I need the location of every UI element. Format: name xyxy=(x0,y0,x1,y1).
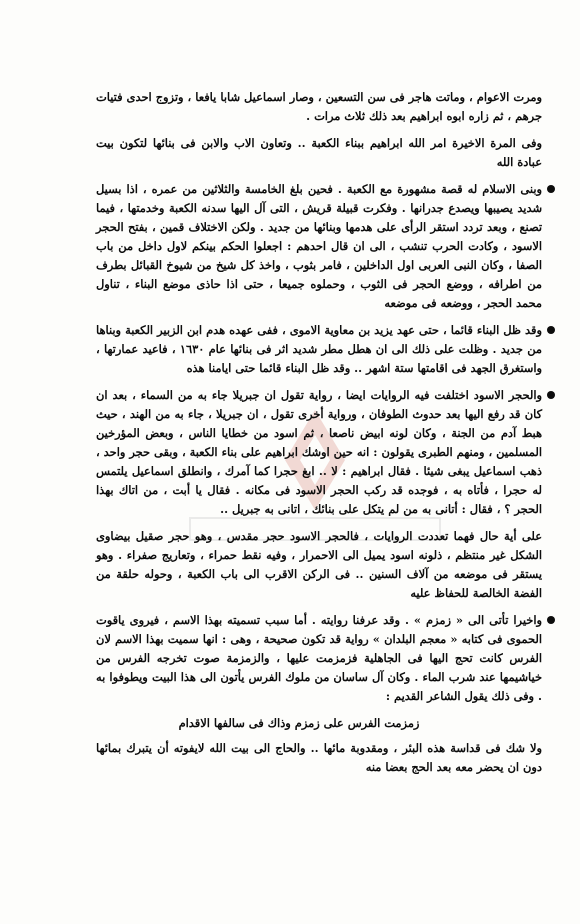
paragraph-2: وفى المرة الاخيرة امر الله ابراهيم ببناء الكعبة .. وتعاون الاب والابن فى بنائها لتكون بيت عبادة الله xyxy=(96,136,542,169)
paragraph-6: على أية حال فهما تعددت الروايات ، فالحجر الاسود حجر مقدس ، وهو حجر صقيل بيضاوى الشكل غير منتظم ، ذلونه اسود يميل الى الاحمرار ، وفيه نقط حمراء ، وتعاريج صفراء . وهو يستقر فى موضعه من آلاف السنين .. فى الركن الاقرب الى باب الكعبة ، وحوله حلقة من الفضة الخالصة للحفاظ عليه xyxy=(96,529,542,600)
poem-verse: زمزمت الفرس على زمزم وذاك فى سالفها الاقدام xyxy=(178,716,420,730)
paragraph-3: وبنى الاسلام له قصة مشهورة مع الكعبة . فحين بلغ الخامسة والثلاثين من عمره ، اذا بسيل شديد يصيبها ويصدع جدرانها . وفكرت قبيلة قريش ، التى آل اليها سدنه الكعبة وخدمتها ، فيما تصنع ، وبعد تردد استقر الرأى على هدمها وبنائها من جديد . ولكن الاختلاف قمين ، بفتح الحجر الاسود ، وكادت الحرب تنشب ، الى ان قال احدهم : اجعلوا الحكم بينكم لاول داخل من باب الصفا ، وكان النبى العربى اول الداخلين ، فامر بثوب ، واخذ كل شيخ من شيوخ القبائل بطرف من اطرافه ، ووضع الحجر فى الثوب ، وحملوه جميعا ، حتى اذا حاذى موضع البناء ، تناول محمد الحجر ، ووضعه فى موضعه xyxy=(96,180,542,313)
paragraph-4: وقد ظل البناء قائما ، حتى عهد يزيد بن معاوية الاموى ، ففى عهده هدم ابن الزبير الكعبة وبناها من جديد . وظلت على ذلك الى ان هطل مطر شديد اثر فى بنائها عام ١٦٣٠ ، فاعيد عمارتها ، واستغرق الجهد فى اقامتها ستة اشهر .. وقد ظل البناء قائما حتى ايامنا هذه xyxy=(96,321,542,378)
closing-paragraph: ولا شك فى قداسة هذه البئر ، ومقدوبة مائها .. والحاج الى بيت الله لايفوته أن يتبرك بمائها دون ان يحضر معه بعد الحج بعضا منه xyxy=(96,741,542,774)
paragraph-5: والحجر الاسود اختلفت فيه الروايات ايضا ، رواية تقول ان جبريلا جاء به من السماء ، بعد ان كان قد رفع اليها بعد حدوث الطوفان ، ورواية أخرى تقول ، ان جبريلا ، جاء به من الهند ، حيث هبط آدم من الجنة ، وكان لونه ابيض ناصعا ، ثم اسود من خطايا الناس ، وبعض المؤرخين المسلمين ، ومنهم الطبرى يقولون : انه حين اوشك ابراهيم على بناء الكعبة ، وبقى حجر واحد ، ذهب اسماعيل يبغى شيئا . فقال ابراهيم : لا .. ابغ حجرا كما آمرك ، وانطلق اسماعيل يلتمس له حجرا ، فأتاه به ، فوجده قد ركب الحجر الاسود فى مكانه . فقال يا أبت ، من اتاك بهذا الحجر ؟ ، فقال : أتانى به من لم يتكل على بنائك ، اتانى به جبريل .. xyxy=(96,386,542,519)
paragraph-1: ومرت الاعوام ، وماتت هاجر فى سن التسعين ، وصار اسماعيل شابا يافعا ، وتزوج احدى فتيات جرهم ، ثم زاره ابوه ابراهيم بعد ذلك ثلاث مرات . xyxy=(96,90,542,123)
paragraph-7: واخيرا تأتى الى « زمزم » . وقد عرفنا روايته . أما سبب تسميته بهذا الاسم ، فيروى ياقوت الحموى فى كتابه « معجم البلدان » رواية قد تكون صحيحة ، وهى : انها سميت بهذا الاسم لان الفرس كانت تحج اليها فى الجاهلية فزمزمت عليها ، والزمزمة صوت تخرجه الفرس من خياشيمها عند شرب الماء . وكان آل ساسان من ملوك الفرس يأتون الى هذا البيت ويطوفوا به . وفى ذلك يقول الشاعر القديم : xyxy=(96,611,542,706)
document-body xyxy=(96,88,542,785)
